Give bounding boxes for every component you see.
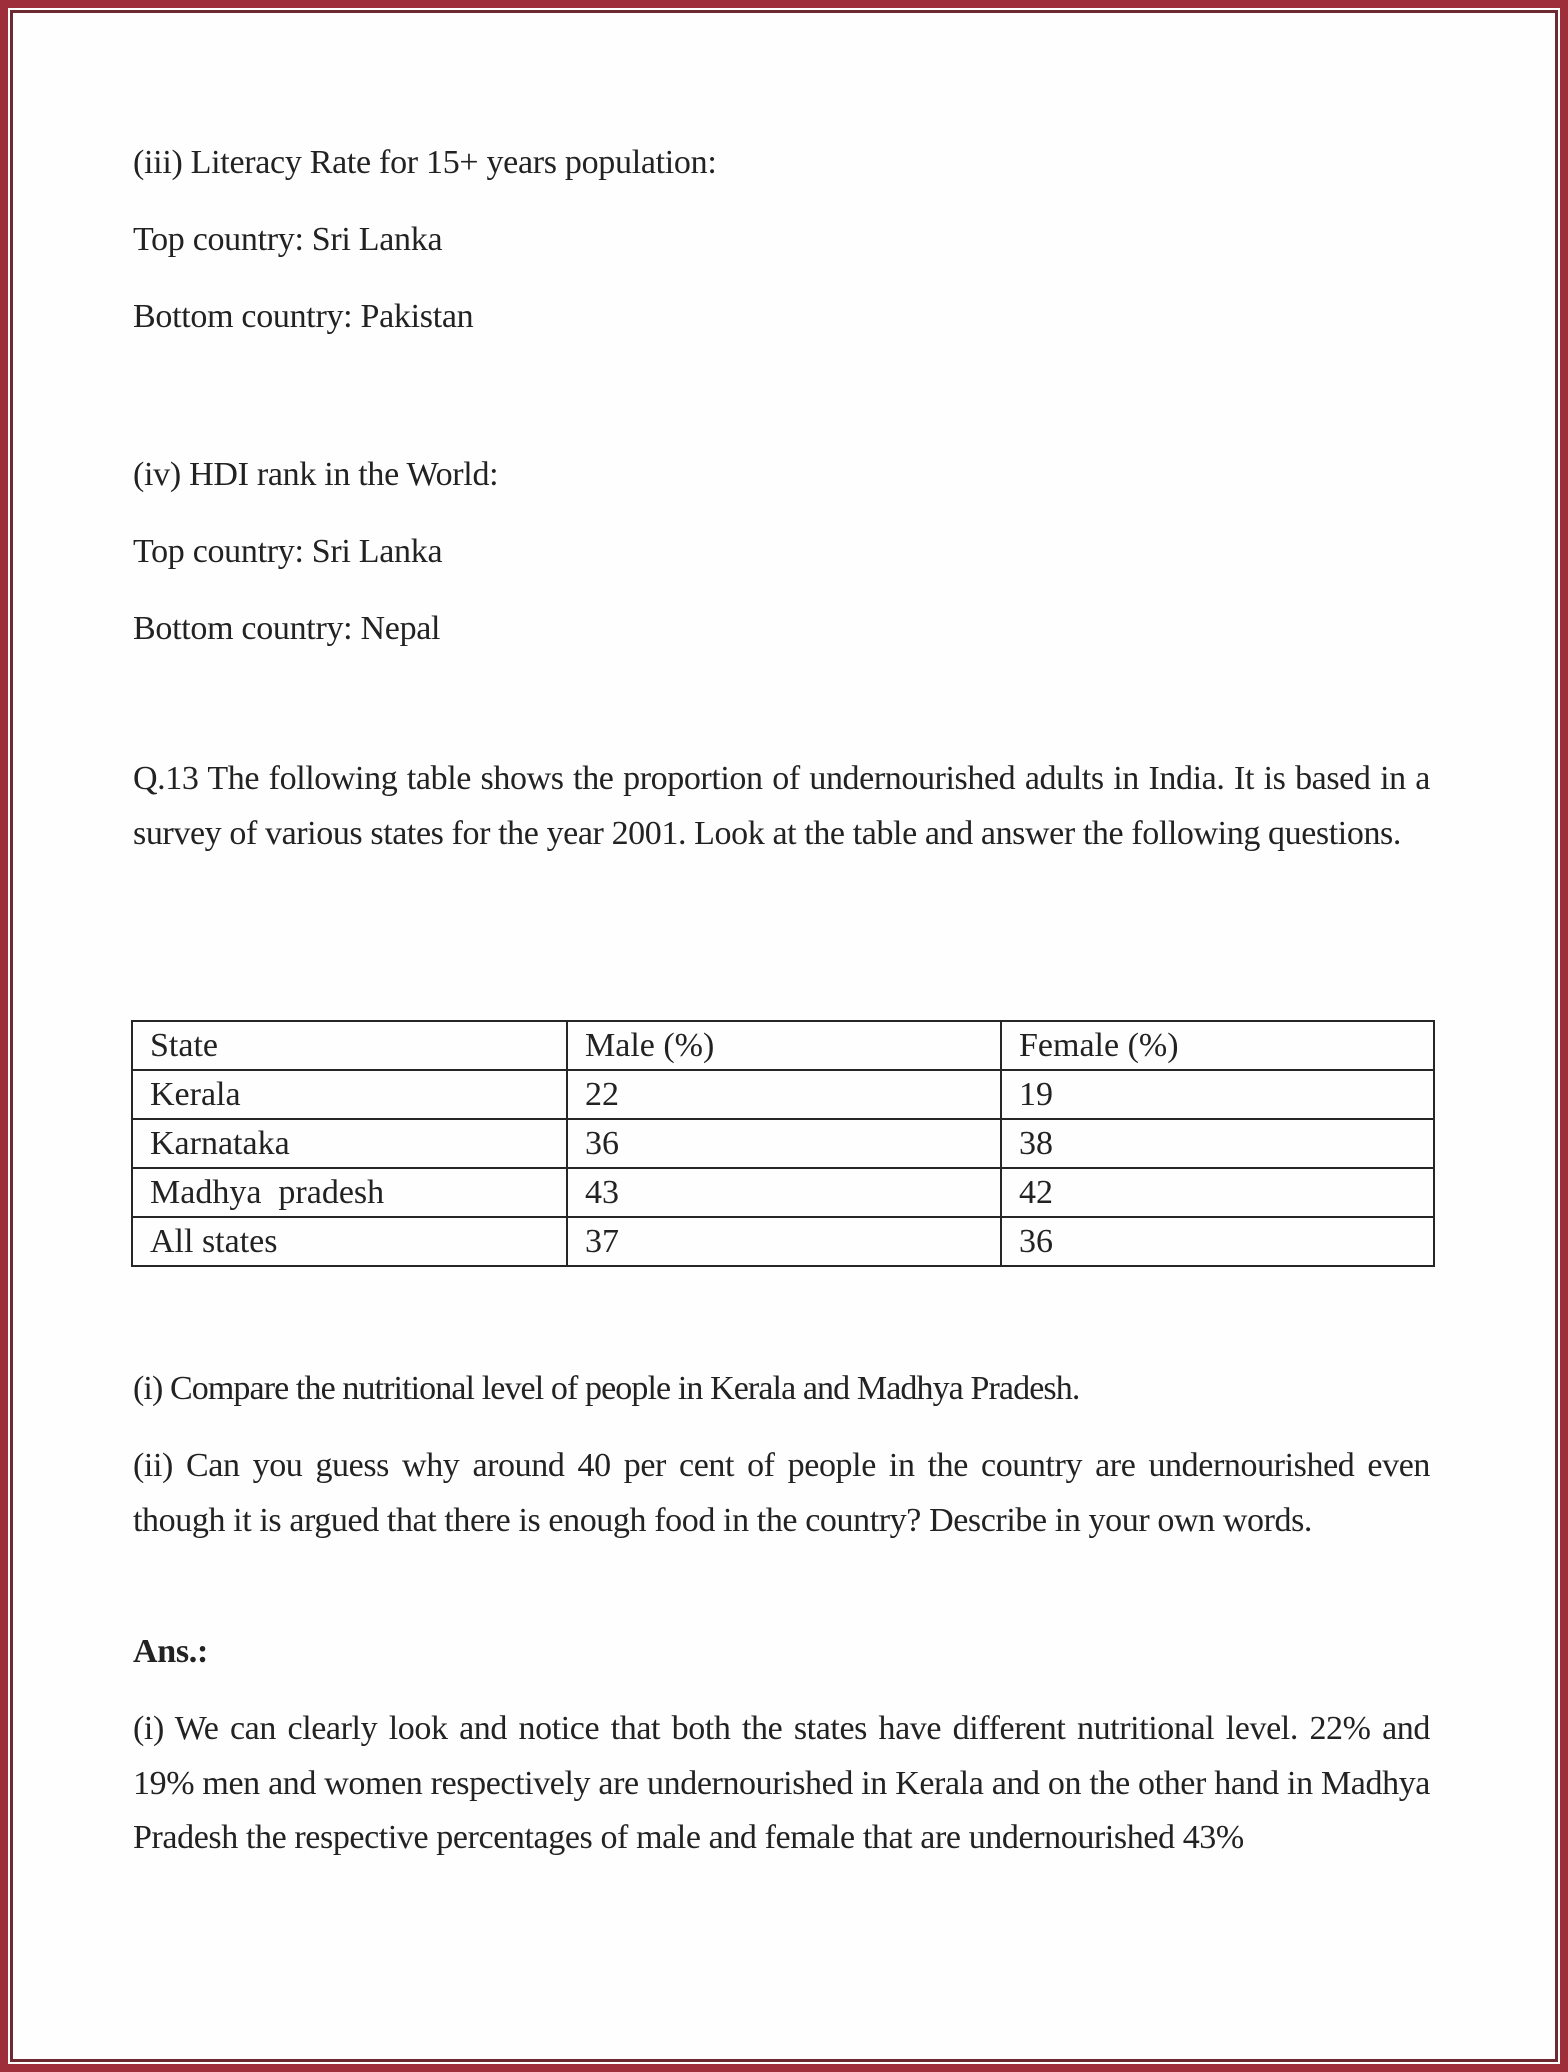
header-state: State xyxy=(132,1021,567,1070)
undernourishment-table xyxy=(131,1020,1435,1267)
header-female: Female (%) xyxy=(1001,1021,1434,1070)
table-row xyxy=(132,1070,1434,1119)
section-iv-top-country: Top country: Sri Lanka xyxy=(133,533,443,570)
sub-question-ii: (ii) Can you guess why around 40 per cent of people in the country are undernourished even though it is argued that there is enough food in the country? Describe in your own words. xyxy=(133,1447,1430,1539)
cell-female: 36 xyxy=(1001,1217,1434,1266)
section-iv-bottom-country: Bottom country: Nepal xyxy=(133,610,441,647)
sub-question-i: (i) Compare the nutritional level of people in Kerala and Madhya Pradesh. xyxy=(133,1370,1080,1407)
answer-label: Ans.: xyxy=(133,1633,209,1670)
table-row xyxy=(132,1168,1434,1217)
table-row xyxy=(132,1119,1434,1168)
cell-state: Karnataka xyxy=(132,1119,567,1168)
cell-male: 37 xyxy=(567,1217,1001,1266)
cell-male: 22 xyxy=(567,1070,1001,1119)
cell-male: 36 xyxy=(567,1119,1001,1168)
header-male: Male (%) xyxy=(567,1021,1001,1070)
question-13-text: Q.13 The following table shows the proportion of undernourished adults in India. It is based in a survey of various states for the year 2001. Look at the table and answer the following questions. xyxy=(133,760,1430,852)
table-header-row xyxy=(132,1021,1434,1070)
cell-female: 42 xyxy=(1001,1168,1434,1217)
section-iii-bottom-country: Bottom country: Pakistan xyxy=(133,298,474,335)
section-iii-heading: (iii) Literacy Rate for 15+ years population: xyxy=(133,144,717,181)
cell-state: All states xyxy=(132,1217,567,1266)
cell-female: 38 xyxy=(1001,1119,1434,1168)
answer-i-text: (i) We can clearly look and notice that both the states have different nutritional level. 22% and 19% men and women respectively are undernourished in Kerala and on the other hand in Madhya Pradesh the respective percentages of male and female that are undernourished 43% xyxy=(133,1710,1430,1856)
section-iv-heading: (iv) HDI rank in the World: xyxy=(133,456,499,493)
cell-male: 43 xyxy=(567,1168,1001,1217)
cell-female: 19 xyxy=(1001,1070,1434,1119)
cell-state: Kerala xyxy=(132,1070,567,1119)
section-iii-top-country: Top country: Sri Lanka xyxy=(133,221,443,258)
cell-state: Madhya pradesh xyxy=(132,1168,567,1217)
table-row xyxy=(132,1217,1434,1266)
